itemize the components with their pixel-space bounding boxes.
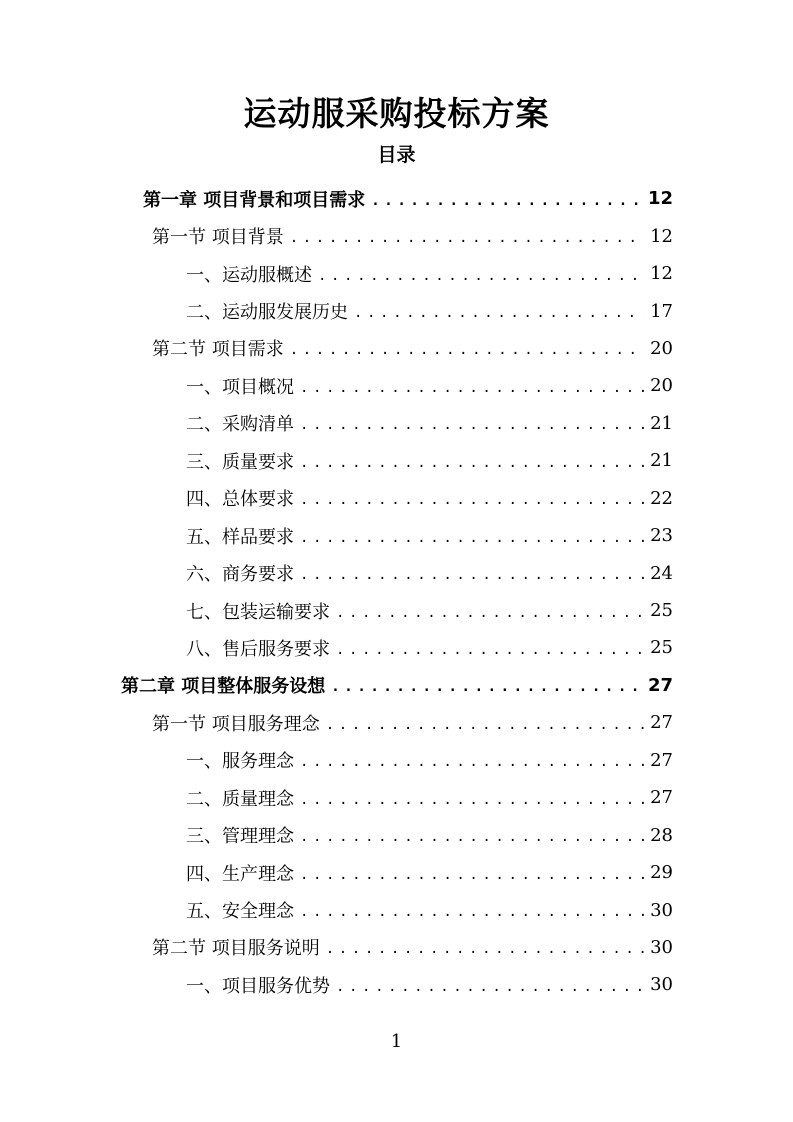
toc-entry[interactable] <box>0 330 793 367</box>
toc-dot-leader <box>300 491 644 509</box>
toc-entry[interactable] <box>0 667 793 704</box>
toc-dot-leader <box>336 641 644 659</box>
toc-dot-leader <box>336 604 644 622</box>
toc-dot-leader <box>300 454 644 472</box>
toc-entry-label: 第二章 项目整体服务设想 <box>121 676 326 698</box>
toc-entry-page: 30 <box>650 974 673 996</box>
document-title: 运动服采购投标方案 <box>243 94 550 133</box>
toc-dot-leader <box>300 903 644 921</box>
toc-entry[interactable] <box>0 367 793 404</box>
toc-entry-label: 一、项目服务优势 <box>186 975 330 997</box>
toc-entry[interactable] <box>0 592 793 629</box>
toc-dot-leader <box>300 379 644 397</box>
toc-entry-page: 17 <box>650 300 673 322</box>
toc-entry-page: 21 <box>650 450 673 472</box>
toc-dot-leader <box>300 416 644 434</box>
toc-dot-leader <box>300 529 644 547</box>
toc-dot-leader <box>300 753 644 771</box>
toc-entry-page: 30 <box>650 899 673 921</box>
toc-entry-label: 四、生产理念 <box>186 863 294 885</box>
toc-dot-leader <box>300 866 644 884</box>
toc-entry-label: 第一章 项目背景和项目需求 <box>143 189 366 211</box>
toc-entry-label: 一、运动服概述 <box>186 264 312 286</box>
toc-entry-page: 21 <box>650 412 673 434</box>
toc-entry-page: 24 <box>650 562 673 584</box>
toc-dot-leader <box>300 566 644 584</box>
toc-dot-leader <box>300 791 644 809</box>
toc-entry-label: 第二节 项目需求 <box>152 339 284 361</box>
toc-entry-label: 五、样品要求 <box>186 526 294 548</box>
toc-dot-leader <box>326 716 644 734</box>
toc-entry-page: 23 <box>650 525 673 547</box>
toc-entry-label: 七、包装运输要求 <box>186 601 330 623</box>
toc-dot-leader <box>354 304 644 322</box>
toc-entry-label: 五、安全理念 <box>186 901 294 923</box>
toc-entry-page: 27 <box>650 712 673 734</box>
toc-entry[interactable] <box>0 816 793 853</box>
toc-entry-page: 27 <box>647 674 673 696</box>
toc-entry-page: 22 <box>650 487 673 509</box>
toc-entry-label: 第二节 项目服务说明 <box>152 938 320 960</box>
table-of-contents <box>0 180 793 1004</box>
toc-entry[interactable] <box>0 180 793 217</box>
toc-entry[interactable] <box>0 517 793 554</box>
toc-entry[interactable] <box>0 742 793 779</box>
toc-entry[interactable] <box>0 217 793 254</box>
toc-entry-label: 二、运动服发展历史 <box>186 302 348 324</box>
toc-entry-page: 28 <box>650 824 673 846</box>
toc-entry[interactable] <box>0 966 793 1003</box>
toc-dot-leader <box>331 678 642 696</box>
toc-dot-leader <box>371 192 642 210</box>
toc-entry-page: 30 <box>650 936 673 958</box>
toc-dot-leader <box>318 267 644 285</box>
toc-entry-page: 27 <box>650 787 673 809</box>
toc-entry-label: 四、总体要求 <box>186 489 294 511</box>
toc-entry-label: 二、质量理念 <box>186 788 294 810</box>
toc-entry-page: 12 <box>647 188 673 210</box>
toc-entry-page: 12 <box>650 225 673 247</box>
toc-entry-label: 三、质量要求 <box>186 451 294 473</box>
toc-dot-leader <box>336 978 644 996</box>
toc-entry[interactable] <box>0 929 793 966</box>
toc-entry-page: 25 <box>650 600 673 622</box>
toc-entry[interactable] <box>0 779 793 816</box>
toc-entry-label: 八、售后服务要求 <box>186 638 330 660</box>
toc-entry[interactable] <box>0 255 793 292</box>
toc-entry-page: 29 <box>650 862 673 884</box>
toc-entry[interactable] <box>0 442 793 479</box>
toc-entry-page: 12 <box>650 263 673 285</box>
toc-entry[interactable] <box>0 854 793 891</box>
toc-entry[interactable] <box>0 704 793 741</box>
toc-entry-label: 一、项目概况 <box>186 376 294 398</box>
page-number: 1 <box>390 1031 403 1052</box>
toc-dot-leader <box>290 341 644 359</box>
toc-dot-leader <box>300 828 644 846</box>
toc-entry-page: 25 <box>650 637 673 659</box>
toc-entry-label: 第一节 项目服务理念 <box>152 713 320 735</box>
toc-entry-page: 27 <box>650 749 673 771</box>
toc-entry-label: 三、管理理念 <box>186 826 294 848</box>
toc-heading: 目录 <box>377 144 416 166</box>
toc-entry[interactable] <box>0 480 793 517</box>
toc-entry-label: 一、服务理念 <box>186 751 294 773</box>
toc-entry-page: 20 <box>650 375 673 397</box>
toc-entry-label: 六、商务要求 <box>186 564 294 586</box>
toc-entry[interactable] <box>0 405 793 442</box>
toc-entry-page: 20 <box>650 337 673 359</box>
toc-dot-leader <box>326 940 644 958</box>
toc-entry[interactable] <box>0 554 793 591</box>
toc-entry[interactable] <box>0 891 793 928</box>
toc-entry[interactable] <box>0 292 793 329</box>
toc-entry-label: 二、采购清单 <box>186 414 294 436</box>
toc-entry-label: 第一节 项目背景 <box>152 227 284 249</box>
toc-dot-leader <box>290 229 644 247</box>
toc-entry[interactable] <box>0 629 793 666</box>
